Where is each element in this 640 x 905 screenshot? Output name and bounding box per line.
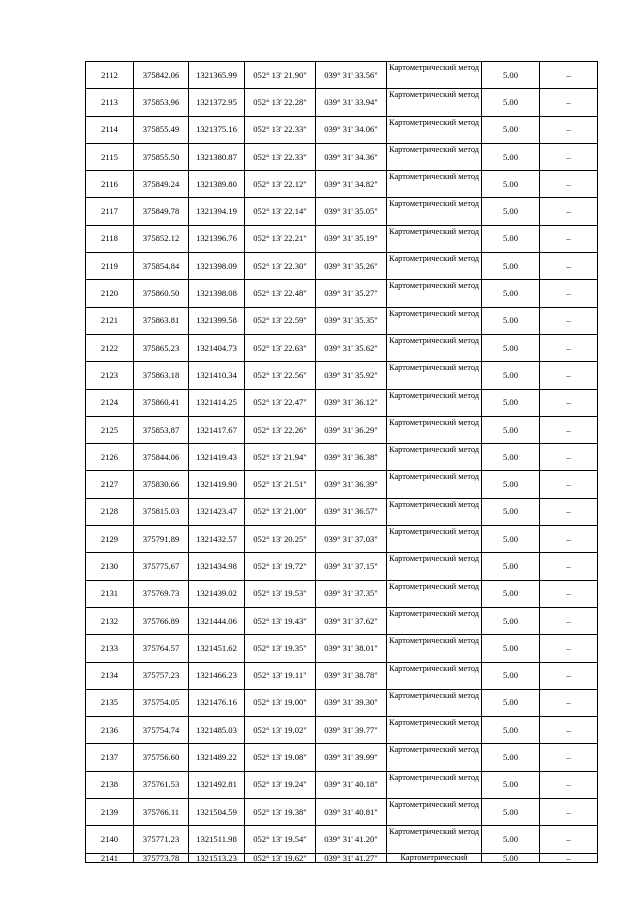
point-number-cell: 2121 — [86, 307, 134, 334]
longitude-cell: 039° 31' 36.38" — [316, 444, 387, 471]
latitude-cell: 052° 13' 22.47" — [245, 389, 316, 416]
point-number-cell: 2123 — [86, 362, 134, 389]
longitude-cell: 039° 31' 36.12" — [316, 389, 387, 416]
method-cell: Картометрический метод — [387, 334, 482, 361]
table-row — [86, 498, 598, 525]
coord-y-cell: 1321419.43 — [189, 444, 245, 471]
note-cell: – — [540, 771, 598, 798]
note-cell: – — [540, 444, 598, 471]
accuracy-cell: 5.00 — [482, 416, 540, 443]
point-number-cell: 2120 — [86, 280, 134, 307]
coord-x-cell: 375854.84 — [134, 253, 189, 280]
coordinates-table-body — [86, 62, 598, 863]
latitude-cell: 052° 13' 19.38" — [245, 799, 316, 826]
coord-x-cell: 375860.50 — [134, 280, 189, 307]
longitude-cell: 039° 31' 35.35" — [316, 307, 387, 334]
table-row — [86, 225, 598, 252]
longitude-cell: 039° 31' 38.78" — [316, 662, 387, 689]
note-cell: – — [540, 416, 598, 443]
note-cell: – — [540, 662, 598, 689]
method-cell: Картометрический метод — [387, 689, 482, 716]
latitude-cell: 052° 13' 19.08" — [245, 744, 316, 771]
point-number-cell: 2119 — [86, 253, 134, 280]
latitude-cell: 052° 13' 19.62" — [245, 853, 316, 862]
method-cell: Картометрический метод — [387, 526, 482, 553]
note-cell: – — [540, 280, 598, 307]
latitude-cell: 052° 13' 19.35" — [245, 635, 316, 662]
point-number-cell: 2128 — [86, 498, 134, 525]
table-row — [86, 717, 598, 744]
latitude-cell: 052° 13' 22.21" — [245, 225, 316, 252]
accuracy-cell: 5.00 — [482, 744, 540, 771]
method-cell: Картометрический метод — [387, 253, 482, 280]
method-cell: Картометрический метод — [387, 744, 482, 771]
method-cell: Картометрический метод — [387, 717, 482, 744]
coord-y-cell: 1321434.98 — [189, 553, 245, 580]
point-number-cell: 2136 — [86, 717, 134, 744]
longitude-cell: 039° 31' 40.81" — [316, 799, 387, 826]
point-number-cell: 2124 — [86, 389, 134, 416]
table-row — [86, 62, 598, 89]
table-row — [86, 362, 598, 389]
point-number-cell: 2130 — [86, 553, 134, 580]
latitude-cell: 052° 13' 19.00" — [245, 689, 316, 716]
point-number-cell: 2112 — [86, 62, 134, 89]
coord-x-cell: 375761.53 — [134, 771, 189, 798]
latitude-cell: 052° 13' 22.26" — [245, 416, 316, 443]
longitude-cell: 039° 31' 37.15" — [316, 553, 387, 580]
method-cell: Картометрический метод — [387, 826, 482, 853]
coord-y-cell: 1321410.34 — [189, 362, 245, 389]
method-cell: Картометрический метод — [387, 280, 482, 307]
note-cell: – — [540, 689, 598, 716]
coord-x-cell: 375766.89 — [134, 607, 189, 634]
latitude-cell: 052° 13' 19.24" — [245, 771, 316, 798]
note-cell: – — [540, 580, 598, 607]
accuracy-cell: 5.00 — [482, 771, 540, 798]
method-cell: Картометрический метод — [387, 143, 482, 170]
coord-y-cell: 1321365.99 — [189, 62, 245, 89]
coord-x-cell: 375756.60 — [134, 744, 189, 771]
method-cell: Картометрический метод — [387, 444, 482, 471]
longitude-cell: 039° 31' 35.05" — [316, 198, 387, 225]
note-cell: – — [540, 717, 598, 744]
coord-y-cell: 1321399.58 — [189, 307, 245, 334]
coord-x-cell: 375855.50 — [134, 143, 189, 170]
note-cell: – — [540, 635, 598, 662]
latitude-cell: 052° 13' 22.63" — [245, 334, 316, 361]
longitude-cell: 039° 31' 35.26" — [316, 253, 387, 280]
latitude-cell: 052° 13' 22.30" — [245, 253, 316, 280]
table-row — [86, 853, 598, 862]
coord-y-cell: 1321389.80 — [189, 171, 245, 198]
coord-y-cell: 1321372.95 — [189, 89, 245, 116]
accuracy-cell: 5.00 — [482, 89, 540, 116]
latitude-cell: 052° 13' 22.56" — [245, 362, 316, 389]
coord-y-cell: 1321396.76 — [189, 225, 245, 252]
method-cell: Картометрический метод — [387, 635, 482, 662]
latitude-cell: 052° 13' 22.28" — [245, 89, 316, 116]
longitude-cell: 039° 31' 39.77" — [316, 717, 387, 744]
coord-y-cell: 1321398.08 — [189, 280, 245, 307]
coord-x-cell: 375771.23 — [134, 826, 189, 853]
method-cell: Картометрический метод — [387, 89, 482, 116]
point-number-cell: 2132 — [86, 607, 134, 634]
note-cell: – — [540, 171, 598, 198]
note-cell: – — [540, 526, 598, 553]
accuracy-cell: 5.00 — [482, 826, 540, 853]
longitude-cell: 039° 31' 34.36" — [316, 143, 387, 170]
accuracy-cell: 5.00 — [482, 143, 540, 170]
latitude-cell: 052° 13' 22.14" — [245, 198, 316, 225]
point-number-cell: 2118 — [86, 225, 134, 252]
longitude-cell: 039° 31' 34.82" — [316, 171, 387, 198]
table-row — [86, 389, 598, 416]
table-row — [86, 635, 598, 662]
table-row — [86, 334, 598, 361]
point-number-cell: 2140 — [86, 826, 134, 853]
point-number-cell: 2131 — [86, 580, 134, 607]
point-number-cell: 2127 — [86, 471, 134, 498]
latitude-cell: 052° 13' 19.54" — [245, 826, 316, 853]
coord-x-cell: 375844.06 — [134, 444, 189, 471]
point-number-cell: 2116 — [86, 171, 134, 198]
longitude-cell: 039° 31' 33.56" — [316, 62, 387, 89]
coord-x-cell: 375775.67 — [134, 553, 189, 580]
coord-y-cell: 1321511.98 — [189, 826, 245, 853]
point-number-cell: 2141 — [86, 853, 134, 862]
latitude-cell: 052° 13' 19.53" — [245, 580, 316, 607]
method-cell: Картометрический метод — [387, 553, 482, 580]
coord-y-cell: 1321489.22 — [189, 744, 245, 771]
accuracy-cell: 5.00 — [482, 253, 540, 280]
latitude-cell: 052° 13' 20.25" — [245, 526, 316, 553]
method-cell: Картометрический метод — [387, 307, 482, 334]
point-number-cell: 2129 — [86, 526, 134, 553]
longitude-cell: 039° 31' 35.92" — [316, 362, 387, 389]
method-cell: Картометрический метод — [387, 198, 482, 225]
coord-x-cell: 375754.05 — [134, 689, 189, 716]
table-row — [86, 771, 598, 798]
coord-y-cell: 1321451.62 — [189, 635, 245, 662]
accuracy-cell: 5.00 — [482, 662, 540, 689]
method-cell: Картометрический метод — [387, 498, 482, 525]
coord-y-cell: 1321380.87 — [189, 143, 245, 170]
table-row — [86, 89, 598, 116]
table-row — [86, 526, 598, 553]
coord-x-cell: 375863.81 — [134, 307, 189, 334]
coord-x-cell: 375791.89 — [134, 526, 189, 553]
table-row — [86, 799, 598, 826]
longitude-cell: 039° 31' 35.27" — [316, 280, 387, 307]
point-number-cell: 2113 — [86, 89, 134, 116]
note-cell: – — [540, 143, 598, 170]
accuracy-cell: 5.00 — [482, 171, 540, 198]
note-cell: – — [540, 225, 598, 252]
point-number-cell: 2126 — [86, 444, 134, 471]
coord-y-cell: 1321485.03 — [189, 717, 245, 744]
table-row — [86, 307, 598, 334]
point-number-cell: 2137 — [86, 744, 134, 771]
method-cell: Картометрический метод — [387, 771, 482, 798]
note-cell: – — [540, 89, 598, 116]
note-cell: – — [540, 498, 598, 525]
latitude-cell: 052° 13' 19.43" — [245, 607, 316, 634]
coord-y-cell: 1321432.57 — [189, 526, 245, 553]
coord-y-cell: 1321439.02 — [189, 580, 245, 607]
latitude-cell: 052° 13' 21.94" — [245, 444, 316, 471]
longitude-cell: 039° 31' 41.27" — [316, 853, 387, 862]
coordinates-sheet — [85, 61, 597, 863]
method-cell: Картометрический метод — [387, 416, 482, 443]
method-cell: Картометрический метод — [387, 116, 482, 143]
coord-y-cell: 1321466.23 — [189, 662, 245, 689]
latitude-cell: 052° 13' 22.59" — [245, 307, 316, 334]
accuracy-cell: 5.00 — [482, 853, 540, 862]
longitude-cell: 039° 31' 37.03" — [316, 526, 387, 553]
note-cell: – — [540, 334, 598, 361]
table-row — [86, 826, 598, 853]
longitude-cell: 039° 31' 39.99" — [316, 744, 387, 771]
coord-x-cell: 375757.23 — [134, 662, 189, 689]
longitude-cell: 039° 31' 37.35" — [316, 580, 387, 607]
latitude-cell: 052° 13' 19.72" — [245, 553, 316, 580]
table-row — [86, 553, 598, 580]
coord-x-cell: 375769.73 — [134, 580, 189, 607]
coord-y-cell: 1321398.09 — [189, 253, 245, 280]
table-row — [86, 416, 598, 443]
accuracy-cell: 5.00 — [482, 198, 540, 225]
note-cell: – — [540, 607, 598, 634]
note-cell: – — [540, 198, 598, 225]
accuracy-cell: 5.00 — [482, 635, 540, 662]
coord-x-cell: 375853.87 — [134, 416, 189, 443]
coord-y-cell: 1321375.16 — [189, 116, 245, 143]
coord-x-cell: 375842.06 — [134, 62, 189, 89]
accuracy-cell: 5.00 — [482, 799, 540, 826]
table-row — [86, 471, 598, 498]
note-cell: – — [540, 471, 598, 498]
coord-y-cell: 1321394.19 — [189, 198, 245, 225]
note-cell: – — [540, 853, 598, 862]
table-row — [86, 444, 598, 471]
method-cell: Картометрический метод — [387, 471, 482, 498]
accuracy-cell: 5.00 — [482, 607, 540, 634]
coord-x-cell: 375853.96 — [134, 89, 189, 116]
coord-x-cell: 375849.24 — [134, 171, 189, 198]
accuracy-cell: 5.00 — [482, 62, 540, 89]
longitude-cell: 039° 31' 40.18" — [316, 771, 387, 798]
table-row — [86, 253, 598, 280]
coord-y-cell: 1321419.90 — [189, 471, 245, 498]
latitude-cell: 052° 13' 21.90" — [245, 62, 316, 89]
coord-y-cell: 1321404.73 — [189, 334, 245, 361]
point-number-cell: 2133 — [86, 635, 134, 662]
latitude-cell: 052° 13' 19.02" — [245, 717, 316, 744]
table-row — [86, 607, 598, 634]
coord-x-cell: 375860.41 — [134, 389, 189, 416]
coordinates-table — [85, 61, 598, 863]
point-number-cell: 2114 — [86, 116, 134, 143]
coord-y-cell: 1321423.47 — [189, 498, 245, 525]
latitude-cell: 052° 13' 22.48" — [245, 280, 316, 307]
coord-x-cell: 375766.11 — [134, 799, 189, 826]
longitude-cell: 039° 31' 36.39" — [316, 471, 387, 498]
accuracy-cell: 5.00 — [482, 471, 540, 498]
latitude-cell: 052° 13' 22.33" — [245, 116, 316, 143]
point-number-cell: 2134 — [86, 662, 134, 689]
coord-y-cell: 1321513.23 — [189, 853, 245, 862]
note-cell: – — [540, 389, 598, 416]
note-cell: – — [540, 553, 598, 580]
longitude-cell: 039° 31' 36.57" — [316, 498, 387, 525]
coord-y-cell: 1321417.67 — [189, 416, 245, 443]
coord-y-cell: 1321492.81 — [189, 771, 245, 798]
longitude-cell: 039° 31' 41.20" — [316, 826, 387, 853]
coord-x-cell: 375764.57 — [134, 635, 189, 662]
note-cell: – — [540, 826, 598, 853]
coord-x-cell: 375865.23 — [134, 334, 189, 361]
accuracy-cell: 5.00 — [482, 553, 540, 580]
accuracy-cell: 5.00 — [482, 307, 540, 334]
latitude-cell: 052° 13' 19.11" — [245, 662, 316, 689]
coord-x-cell: 375849.78 — [134, 198, 189, 225]
point-number-cell: 2138 — [86, 771, 134, 798]
accuracy-cell: 5.00 — [482, 498, 540, 525]
method-cell: Картометрический метод — [387, 362, 482, 389]
method-cell: Картометрический метод — [387, 225, 482, 252]
table-row — [86, 662, 598, 689]
method-cell: Картометрический метод — [387, 62, 482, 89]
accuracy-cell: 5.00 — [482, 225, 540, 252]
coord-x-cell: 375754.74 — [134, 717, 189, 744]
table-row — [86, 744, 598, 771]
accuracy-cell: 5.00 — [482, 444, 540, 471]
accuracy-cell: 5.00 — [482, 580, 540, 607]
method-cell: Картометрический метод — [387, 389, 482, 416]
table-row — [86, 580, 598, 607]
accuracy-cell: 5.00 — [482, 334, 540, 361]
note-cell: – — [540, 116, 598, 143]
coord-x-cell: 375863.18 — [134, 362, 189, 389]
point-number-cell: 2115 — [86, 143, 134, 170]
method-cell: Картометрический метод — [387, 171, 482, 198]
note-cell: – — [540, 62, 598, 89]
coord-y-cell: 1321476.16 — [189, 689, 245, 716]
longitude-cell: 039° 31' 37.62" — [316, 607, 387, 634]
method-cell: Картометрический метод — [387, 799, 482, 826]
coord-x-cell: 375830.66 — [134, 471, 189, 498]
point-number-cell: 2125 — [86, 416, 134, 443]
coord-y-cell: 1321444.06 — [189, 607, 245, 634]
accuracy-cell: 5.00 — [482, 116, 540, 143]
point-number-cell: 2135 — [86, 689, 134, 716]
longitude-cell: 039° 31' 35.19" — [316, 225, 387, 252]
latitude-cell: 052° 13' 22.33" — [245, 143, 316, 170]
coord-x-cell: 375815.03 — [134, 498, 189, 525]
method-cell: Картометрический — [387, 853, 482, 862]
longitude-cell: 039° 31' 34.06" — [316, 116, 387, 143]
latitude-cell: 052° 13' 21.51" — [245, 471, 316, 498]
longitude-cell: 039° 31' 39.30" — [316, 689, 387, 716]
point-number-cell: 2139 — [86, 799, 134, 826]
table-row — [86, 171, 598, 198]
coord-x-cell: 375855.49 — [134, 116, 189, 143]
accuracy-cell: 5.00 — [482, 717, 540, 744]
accuracy-cell: 5.00 — [482, 280, 540, 307]
table-row — [86, 116, 598, 143]
longitude-cell: 039° 31' 36.29" — [316, 416, 387, 443]
coord-x-cell: 375852.12 — [134, 225, 189, 252]
coord-x-cell: 375773.78 — [134, 853, 189, 862]
table-row — [86, 143, 598, 170]
table-row — [86, 198, 598, 225]
note-cell: – — [540, 799, 598, 826]
longitude-cell: 039° 31' 33.94" — [316, 89, 387, 116]
note-cell: – — [540, 744, 598, 771]
coord-y-cell: 1321414.25 — [189, 389, 245, 416]
table-row — [86, 689, 598, 716]
table-row — [86, 280, 598, 307]
note-cell: – — [540, 362, 598, 389]
accuracy-cell: 5.00 — [482, 689, 540, 716]
accuracy-cell: 5.00 — [482, 389, 540, 416]
longitude-cell: 039° 31' 38.01" — [316, 635, 387, 662]
point-number-cell: 2122 — [86, 334, 134, 361]
latitude-cell: 052° 13' 22.12" — [245, 171, 316, 198]
note-cell: – — [540, 253, 598, 280]
longitude-cell: 039° 31' 35.62" — [316, 334, 387, 361]
latitude-cell: 052° 13' 21.00" — [245, 498, 316, 525]
point-number-cell: 2117 — [86, 198, 134, 225]
accuracy-cell: 5.00 — [482, 362, 540, 389]
method-cell: Картометрический метод — [387, 607, 482, 634]
accuracy-cell: 5.00 — [482, 526, 540, 553]
method-cell: Картометрический метод — [387, 662, 482, 689]
method-cell: Картометрический метод — [387, 580, 482, 607]
coord-y-cell: 1321504.59 — [189, 799, 245, 826]
note-cell: – — [540, 307, 598, 334]
